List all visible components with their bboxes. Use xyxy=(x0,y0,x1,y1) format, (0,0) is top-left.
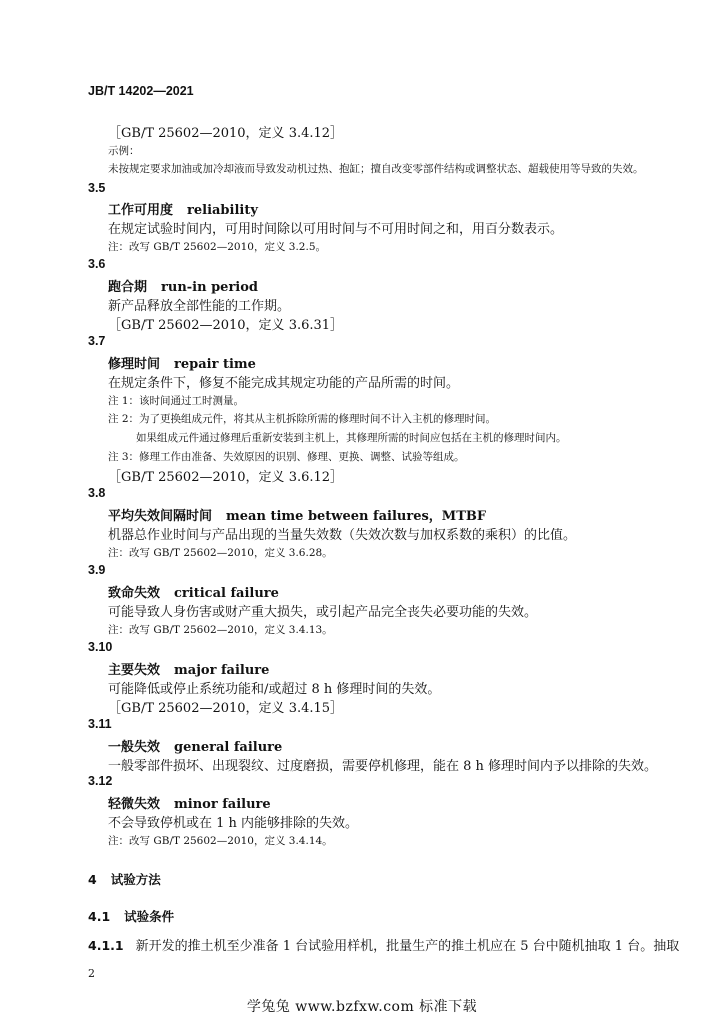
document-number-header: JB/T 14202—2021 xyxy=(88,84,194,98)
term-note: 注：改写 GB/T 25602—2010，定义 3.4.14。 xyxy=(108,835,333,847)
term-heading xyxy=(108,582,279,601)
clause-4-1-1 xyxy=(88,935,679,954)
section-title: 试验方法 xyxy=(110,872,161,887)
section-title: 试验条件 xyxy=(124,909,175,924)
term-definition: 可能降低或停止系统功能和/或超过 8 h 修理时间的失效。 xyxy=(108,682,441,697)
term-heading xyxy=(108,276,258,295)
reference-3-4-12: ［GB/T 25602—2010，定义 3.4.12］ xyxy=(108,126,344,141)
term-en: reliability xyxy=(187,203,258,218)
example-label: 示例： xyxy=(108,145,140,157)
clause-text: 新开发的推土机至少准备 1 台试验用样机，批量生产的推土机应在 5 台中随机抽取 1 台。抽取 xyxy=(135,939,680,954)
term-definition: 可能导致人身伤害或财产重大损失，或引起产品完全丧失必要功能的失效。 xyxy=(108,605,538,620)
term-note: 注：改写 GB/T 25602—2010，定义 3.2.5。 xyxy=(108,241,326,253)
footer-watermark: 学兔兔 www.bzfxw.com 标准下载 xyxy=(246,999,478,1015)
example-text: 未按规定要求加油或加冷却液而导致发动机过热、抱缸；擅自改变零部件结构或调整状态、超载使用等导致的失效。 xyxy=(108,163,644,175)
clause-number: 3.6 xyxy=(88,257,106,271)
term-note-3: 注 3：修理工作由准备、失效原因的识别、修理、更换、调整、试验等组成。 xyxy=(108,451,465,463)
term-heading xyxy=(108,199,258,218)
clause-number: 3.10 xyxy=(88,640,113,654)
term-note-2-continued: 如果组成元件通过修理后重新安装到主机上，其修理所需的时间应包括在主机的修理时间内。 xyxy=(136,432,567,444)
term-heading xyxy=(108,736,282,755)
clause-number: 3.11 xyxy=(88,717,112,731)
page-number: 2 xyxy=(88,967,95,980)
term-en: mean time between failures，MTBF xyxy=(226,509,487,524)
term-definition: 新产品释放全部性能的工作期。 xyxy=(108,299,291,314)
term-heading xyxy=(108,659,269,678)
term-zh: 工作可用度 xyxy=(108,203,174,218)
term-heading xyxy=(108,505,486,524)
clause-number: 4.1.1 xyxy=(88,938,124,953)
clause-number: 3.8 xyxy=(88,486,106,500)
section-number: 4 xyxy=(88,872,97,887)
term-zh: 主要失效 xyxy=(108,663,161,678)
term-en: general failure xyxy=(174,740,283,755)
clause-number: 3.12 xyxy=(88,774,113,788)
term-heading xyxy=(108,793,271,812)
section-number: 4.1 xyxy=(88,909,111,924)
term-en: minor failure xyxy=(174,797,271,812)
term-definition: 在规定条件下，修复不能完成其规定功能的产品所需的时间。 xyxy=(108,376,460,391)
term-zh: 轻微失效 xyxy=(108,797,161,812)
term-zh: 平均失效间隔时间 xyxy=(108,509,213,524)
term-reference: ［GB/T 25602—2010，定义 3.4.15］ xyxy=(108,701,344,716)
term-note-1: 注 1：该时间通过工时测量。 xyxy=(108,395,245,407)
section-heading-4-1 xyxy=(88,907,174,925)
term-definition: 机器总作业时间与产品出现的当量失效数（失效次数与加权系数的乘积）的比值。 xyxy=(108,528,577,543)
clause-number: 3.5 xyxy=(88,181,106,195)
term-definition: 一般零部件损坏、出现裂纹、过度磨损，需要停机修理，能在 8 h 修理时间内予以排除的失效。 xyxy=(108,759,658,774)
term-note-2: 注 2：为了更换组成元件，将其从主机拆除所需的修理时间不计入主机的修理时间。 xyxy=(108,413,497,425)
section-heading-4 xyxy=(88,870,161,888)
term-note: 注：改写 GB/T 25602—2010，定义 3.6.28。 xyxy=(108,547,333,559)
term-reference: ［GB/T 25602—2010，定义 3.6.12］ xyxy=(108,470,344,485)
term-reference: ［GB/T 25602—2010，定义 3.6.31］ xyxy=(108,318,344,333)
term-en: run-in period xyxy=(161,280,258,295)
term-heading xyxy=(108,353,256,372)
term-zh: 跑合期 xyxy=(108,280,148,295)
term-note: 注：改写 GB/T 25602—2010，定义 3.4.13。 xyxy=(108,624,333,636)
term-definition: 不会导致停机或在 1 h 内能够排除的失效。 xyxy=(108,816,359,831)
term-zh: 一般失效 xyxy=(108,740,161,755)
term-zh: 修理时间 xyxy=(108,357,161,372)
term-en: major failure xyxy=(174,663,270,678)
clause-number: 3.9 xyxy=(88,563,106,577)
clause-number: 3.7 xyxy=(88,334,106,348)
term-en: repair time xyxy=(174,357,256,372)
term-zh: 致命失效 xyxy=(108,586,161,601)
term-en: critical failure xyxy=(174,586,279,601)
term-definition: 在规定试验时间内，可用时间除以可用时间与不可用时间之和，用百分数表示。 xyxy=(108,222,564,237)
